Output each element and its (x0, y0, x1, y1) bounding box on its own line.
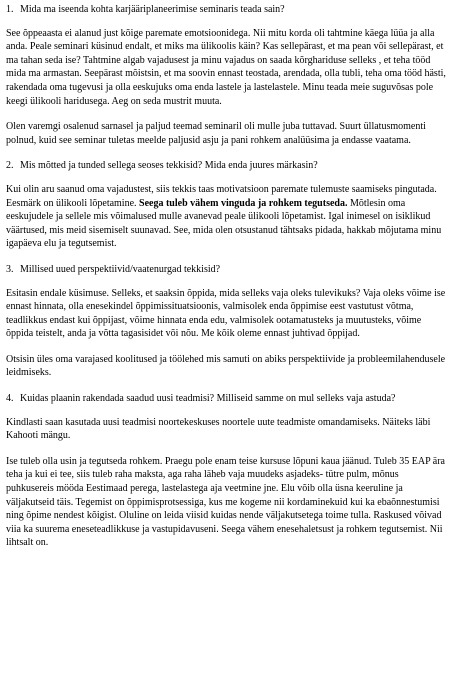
paragraph-text: Mõtlesin oma eeskujudele ja sellele mis võimalused mulle avanevad peale ülikooli lõpetamist. Igal inimesel on isiklikud väärtused, mis meid sisemiselt suunavad. See, mida olen otsustanud tähtsaks pidada, hakkab mõjutama minu igapäeva elu ja tegutsemist. (6, 197, 442, 250)
question-number: 1. (6, 4, 14, 15)
question-number: 3. (6, 263, 14, 275)
question-3 (6, 263, 448, 277)
question-number: 2. (6, 160, 14, 172)
paragraph-text: Kui olin aru saanud oma vajadustest, siis tekkis taas motivatsioon paremate tulemuste saamiseks pingutada. Eesmärk on ülikooli lõpetamine. (6, 183, 437, 209)
bold-emphasis-text: Seega tuleb vähem vinguda ja rohkem tegutseda. (139, 197, 348, 209)
answer-paragraph-3 (6, 183, 448, 251)
question-text: Millised uued perspektiivid/vaatenurgad tekkisid? (20, 263, 221, 275)
answer-paragraph-4: Esitasin endale küsimuse. Selleks, et saaksin õppida, mida selleks vaja oleks tulevikuks? Vaja oleks võime ise ennast hinnata, olla enesekindel õppimissituatsioonis, valmisolek enda õppimise eest vastutust võtma, teadlikkus endast kui õppijast, võime hinnata enda edu, valmisolek ootamatusteks ja muutusteks, võime õppida teistelt, anda ja võtta tagasisidet või nõu. Me kõik oleme ennast juhtivad õppijad. (6, 287, 446, 340)
question-text: Mida ma iseenda kohta karjääriplaneerimise seminaris teada sain? (20, 4, 285, 15)
answer-paragraph-1: See õppeaasta ei alanud just kõige paremate emotsioonidega. Nii mitu korda oli tahtmine käega lüüa ja alla anda. Peale seminari küsinud endalt, et miks ma ülikoolis käin? Kas sellepärast, et ma pean või sellepärast, et ma tahan seda ise? Tahtmine algab vajadusest ja minu vajadus on saada kõrghariduse selleks , et teha tööd mida ma armastan. Seepärast mõistsin, et ma soovin ennast teostada, arendada, olla tubli, teha oma tööd hästi, rakendada oma tugevusi ja olla eeskujuks oma enda lastele ja lastelastele. Minu teada meie suguvõsas pole keegi ülikooli haridusega. Aeg on seda mustrit muuta. (6, 27, 446, 107)
question-2 (6, 159, 448, 173)
question-4 (6, 392, 448, 406)
answer-paragraph-2: Olen varemgi osalenud sarnasel ja paljud teemad seminaril oli mulle juba tuttavad. Suurt üllatusmomenti polnud, kuid see seminar tuletas meelde paljusid asju ja pani rohkem analüüsima ja endasse vaatama. (6, 121, 426, 146)
question-1 (6, 3, 448, 17)
question-text: Mis mõtted ja tunded sellega seoses tekkisid? Mida enda juures märkasin? (20, 160, 318, 172)
answer-paragraph-7: Ise tuleb olla usin ja tegutseda rohkem. Praegu pole enam teise kursuse lõpuni kaua jäänud. Tuleb 35 EAP ära teha ja kui ei tee, siis tuleb raha maksta, aga raha läheb vaja muudeks asjadeks- tütre pulm, mõnus puhkusereis mööda Eestimaad perega, lastelastega aja veetmine jne. Elu võib olla üsna keeruline ja väljakutseid täis. Tegemist on õppimisprotsessiga, kus me kogeme nii kordaminekuid kui ka ebaõnnestumisi ning õpime nendest kõigist. Oluline on leida viisid kuidas nende väljakutsetega toime tulla. Raskused võivad viia ka suurema eneseteadlikkuse ja vastupidavuseni. Seega vähem enesehaletsust ja rohkem tegutsemist. Nii lihtsalt on. (6, 455, 445, 549)
answer-paragraph-5: Otsisin üles oma varajased koolitused ja töölehed mis samuti on abiks perspektiivide ja probleemilahendusele leidmiseks. (6, 353, 446, 379)
question-number: 4. (6, 393, 14, 405)
answer-paragraph-6: Kindlasti saan kasutada uusi teadmisi noortekeskuses noortele uute teadmiste omandamiseks. Näiteks läbi Kahooti mängu. (6, 416, 431, 442)
question-text: Kuidas plaanin rakendada saadud uusi teadmisi? Milliseid samme on mul selleks vaja astuda? (20, 393, 396, 405)
